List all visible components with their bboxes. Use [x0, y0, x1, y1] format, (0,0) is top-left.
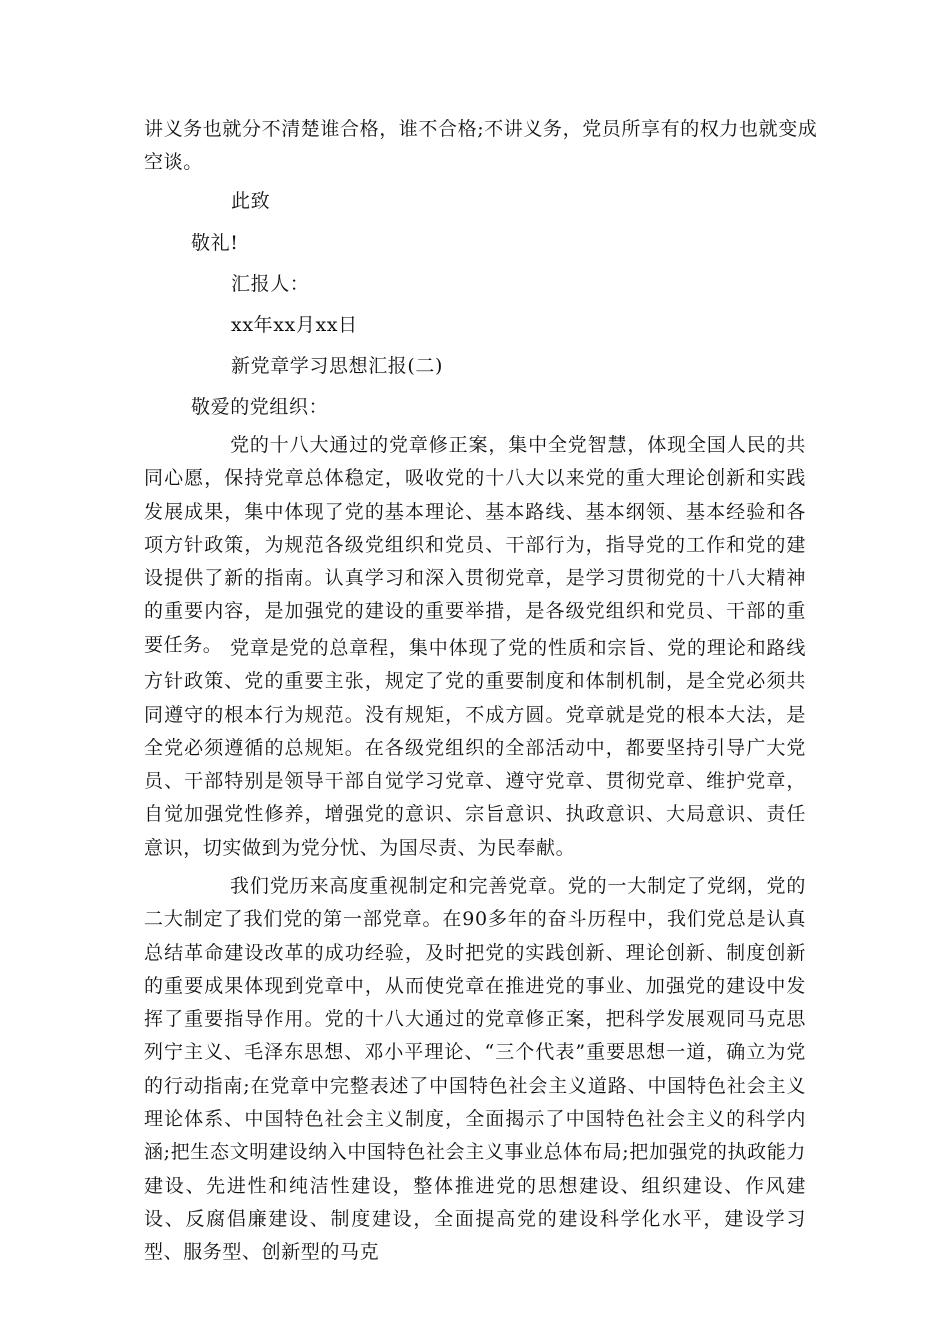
body-paragraph-3: 我们党历来高度重视制定和完善党章。党的一大制定了党纲，党的二大制定了我们党的第一部党章。在90多年的奋斗历程中，我们党总是认真总结革命建设改革的成功经验，及时把党的实践创新、理论创新、制度创新的重要成果体现到党章中，从而使党章在推进党的事业、加强党的建设中发挥了重要指导作用。党的十八大通过的党章修正案，把科学发展观同马克思列宁主义、毛泽东思想、邓小平理论、“三个代表”重要思想一道，确立为党的行动指南;在党章中完整表述了中国特色社会主义道路、中国特色社会主义理论体系、中国特色社会主义制度，全面揭示了中国特色社会主义的科学内涵;把生态文明建设纳入中国特色社会主义事业总体布局;把加强党的执政能力建设、先进性和纯洁性建设，整体推进党的思想建设、组织建设、作风建设、反腐倡廉建设、制度建设，全面提高党的建设科学化水平，建设学习型、服务型、创新型的马克: [144, 875, 806, 1264]
continuation-line-1: 讲义务也就分不清楚谁合格，谁不合格;不讲义务，党员所享有的权力也就变成: [144, 118, 818, 140]
closing-jingli: 敬礼!: [191, 232, 239, 254]
closing-cizhi: 此致: [231, 190, 271, 212]
continuation-line-2: 空谈。: [144, 151, 203, 173]
reporter-label: 汇报人：: [231, 273, 310, 295]
salutation: 敬爱的党组织：: [191, 396, 329, 418]
section-title: 新党章学习思想汇报(二): [231, 355, 444, 377]
body-paragraph-2: 党章是党的总章程，集中体现了党的性质和宗旨、党的理论和路线方针政策、党的重要主张，规定了党的重要制度和体制机制，是全党必须共同遵守的根本行为规范。没有规矩，不成方圆。党章就是党的根本大法，是全党必须遵循的总规矩。在各级党组织的全部活动中，都要坚持引导广大党员、干部特别是领导干部自觉学习党章、遵守党章、贯彻党章、维护党章，自觉加强党性修养，增强党的意识、宗旨意识、执政意识、大局意识、责任意识，切实做到为党分忧、为国尽责、为民奉献。: [144, 637, 806, 859]
date-line: xx年xx月xx日: [231, 314, 358, 336]
body-paragraph-1: 党的十八大通过的党章修正案，集中全党智慧，体现全国人民的共同心愿，保持党章总体稳定，吸收党的十八大以来党的重大理论创新和实践发展成果，集中体现了党的基本理论、基本路线、基本纲领、基本经验和各项方针政策，为规范各级党组织和党员、干部行为，指导党的工作和党的建设提供了新的指南。认真学习和深入贯彻党章，是学习贯彻党的十八大精神的重要内容，是加强党的建设的重要举措，是各级党组织和党员、干部的重要任务。: [144, 434, 806, 656]
